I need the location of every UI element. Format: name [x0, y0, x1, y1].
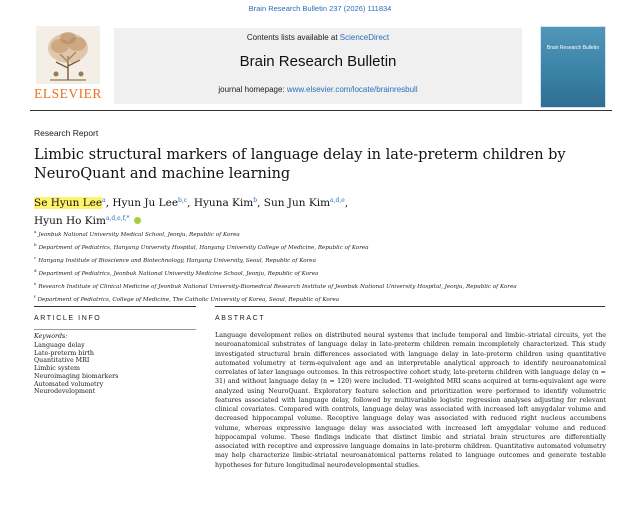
elsevier-logo[interactable] — [30, 24, 106, 104]
abstract-divider — [215, 306, 605, 307]
keyword-item: Neurodevelopment — [34, 388, 96, 396]
journal-masthead — [30, 24, 612, 111]
author-affiliation-marker[interactable]: b — [253, 197, 258, 204]
affiliation-item — [34, 227, 604, 240]
elsevier-wordmark: ELSEVIER — [34, 86, 102, 101]
author-affiliation-marker[interactable]: b,c — [178, 197, 188, 204]
journal-homepage-link[interactable]: www.elsevier.com/locate/brainresbull — [286, 85, 418, 94]
keywords-label: Keywords: — [34, 333, 68, 340]
journal-citation[interactable]: Brain Research Bulletin 237 (2026) 111834 — [248, 4, 392, 13]
author-name[interactable]: Sun Jun Kim — [263, 197, 331, 209]
homepage-line — [114, 85, 522, 94]
affiliation-marker: d — [34, 268, 37, 274]
affiliation-marker: a — [34, 229, 37, 234]
contents-prefix: Contents lists available at — [246, 33, 340, 42]
affiliation-item — [34, 292, 604, 305]
elsevier-tree-icon — [36, 26, 100, 84]
keywords-divider — [34, 329, 196, 330]
author-name[interactable]: Se Hyun Lee — [34, 197, 103, 209]
affiliation-text: Department of Pediatrics, Hanyang University Hospital, Hanyang University College of Medicine, Republic of Korea — [38, 244, 369, 251]
author-name[interactable]: Hyun Ho Kim — [34, 215, 106, 227]
keyword-item: Limbic system — [34, 365, 80, 373]
keyword-item: Neuroimaging biomarkers — [34, 372, 119, 380]
affiliation-marker: b — [34, 242, 37, 248]
affiliation-item — [34, 253, 604, 266]
abstract-heading: ABSTRACT — [215, 315, 266, 322]
sciencedirect-link[interactable]: ScienceDirect — [339, 33, 390, 42]
article-info-heading: ARTICLE INFO — [34, 315, 102, 322]
article-type: Research Report — [34, 128, 99, 138]
affiliation-marker: f — [34, 294, 36, 300]
abstract-text: Language development relies on distributed neural systems that include temporal and limbic–striatal circuits, yet the neuroanatomical substrates of language delay in late-preterm children remain incompletely characterized. This study investigated structural brain differences associated with language delay in late-preterm children using quantitative automated volumetry at term-equivalent age and an interpretable analytical approach to identify neuroanatomical correlates of later language outcomes. In this retrospective cohort study, late-preterm children with language delay (n = 31) and without language delay (n = 120) were included. T1-weighted MRI scans acquired at term-equivalent age were analyzed using NeuroQuant. Exploratory feature selection and prioritization were performed to identify volumetric features associated with language delay, followed by multivariable logistic regression analyses adjusting for relevant clinical covariates. Compared with controls, language delay was associated with increased left amygdalar volume and decreased hippocampal volume. Receptive language delay was associated with reduced right nucleus accumbens volume, whereas expressive language delay was associated with increased left amygdalar volume and reduced hippocampal volume. These findings indicate that distinct limbic and striatal brain structures are differentially associated with receptive and expressive language domains in late-preterm children. Quantitative automated volumetry may help characterize limbic-striatal neuroanatomical patterns related to language outcomes and generate testable hypotheses for future longitudinal neurodevelopmental studies. — [215, 332, 606, 469]
keyword-item: Language delay — [34, 342, 85, 349]
contents-line — [114, 33, 522, 42]
journal-name[interactable]: Brain Research Bulletin — [239, 53, 397, 70]
author-affiliation-marker[interactable]: a,d,e,f,* — [105, 215, 130, 222]
author-affiliation-marker[interactable]: a — [102, 197, 106, 204]
article-info-divider — [34, 306, 196, 307]
affiliation-marker: c — [34, 255, 37, 261]
affiliation-marker: e — [34, 281, 37, 287]
keyword-item: Quantitative MRI — [34, 357, 90, 365]
author-name[interactable]: Hyun Ju Lee — [112, 197, 179, 209]
affiliation-text: Department of Pediatrics, Jeonbuk National University Medicine School, Jeonju, Republic of Korea — [38, 271, 319, 278]
author-list: Se Hyun Lee$^a$, Hyun Ju Lee$^{b,c}$, Hyuna Kim$^b$, Sun Jun Kim$^{a,d,e}$, Hyun Ho Kim$^{a,d,e,f,*}$ — [34, 197, 349, 227]
affiliation-item — [34, 266, 604, 279]
orcid-icon[interactable] — [134, 217, 141, 224]
keyword-item: Automated volumetry — [34, 380, 104, 388]
author-affiliation-marker[interactable]: a,d,e — [330, 197, 345, 204]
affiliation-text: Research Institute of Clinical Medicine of Jeonbuk National University-Biomedical Research Institute of Jeonbuk National University Hospital, Jeonju, Republic of Korea — [38, 284, 517, 291]
affiliation-item — [34, 279, 604, 292]
journal-title-box — [114, 28, 522, 104]
journal-cover-thumbnail[interactable] — [540, 26, 606, 108]
affiliation-item — [34, 240, 604, 253]
affiliation-text: Hanyang Institute of Bioscience and Biotechnology, Hanyang University, Seoul, Republic of Korea — [38, 257, 316, 264]
author-name[interactable]: Hyuna Kim — [193, 197, 254, 209]
affiliation-list — [34, 227, 604, 305]
article-title: Limbic structural markers of language delay in late-preterm children by NeuroQuant and machine learning — [34, 147, 566, 182]
keyword-item: Late-preterm birth — [34, 349, 94, 357]
cover-title: Brain Research Bulletin — [546, 45, 600, 51]
homepage-prefix: journal homepage: — [218, 85, 287, 94]
keywords-list — [34, 342, 118, 396]
affiliation-text: Jeonbuk National University Medical School, Jeonju, Republic of Korea — [38, 231, 240, 238]
affiliation-text: Department of Pediatrics, College of Medicine, The Catholic University of Korea, Seoul, Republic of Korea — [37, 297, 340, 304]
